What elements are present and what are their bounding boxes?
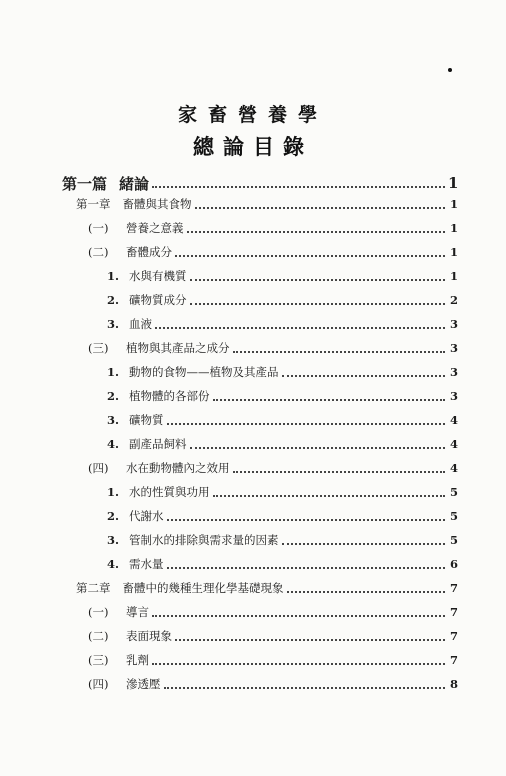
toc-entry-number: 4. [107,437,120,451]
toc-entry-section [88,241,458,263]
dot-leader [213,493,446,497]
toc-entry-item [107,433,458,455]
toc-entry-label: 緒論 [119,174,150,193]
toc-entry-number: 3. [107,413,120,427]
toc-entry-number: (二) [88,629,109,643]
toc-entry-page: 3 [449,341,458,355]
toc-entry-label: 營養之意義 [126,221,184,235]
toc-entry-item [107,385,458,407]
toc-entry-item [107,529,458,551]
toc-entry-label: 水在動物體內之效用 [126,461,230,475]
toc-entry-page: 1 [448,174,459,192]
dot-leader [167,421,446,425]
toc-entry-item [107,481,458,503]
toc-entry-page: 7 [449,629,458,643]
toc-entry-section [88,601,458,623]
toc-entry-section [88,217,458,239]
toc-entry-page: 4 [449,461,458,475]
toc-entry-number: (二) [88,245,109,259]
toc-entry-label: 代謝水 [129,509,164,523]
toc-entry-page: 7 [449,605,458,619]
toc-entry-page: 2 [449,293,458,307]
toc-entry-page: 1 [449,197,458,211]
toc-entry-page: 5 [449,485,458,499]
toc-entry-page: 1 [449,245,458,259]
dot-leader [155,325,445,329]
toc-entry-label: 礦物質 [129,413,164,427]
toc-entry-page: 4 [449,413,458,427]
toc-entry-label: 滲透壓 [126,677,161,691]
toc-entry-item [107,289,458,311]
toc-entry-part-1 [62,172,458,194]
dot-leader [190,277,446,281]
toc-entry-label: 畜體成分 [126,245,172,259]
toc-entry-number: 3. [107,317,120,331]
toc-entry-section [88,649,458,671]
toc-entry-page: 6 [449,557,458,571]
dot-leader [164,685,446,689]
toc-entry-number: 1. [107,485,120,499]
toc-entry-label: 水的性質與功用 [129,485,210,499]
dot-leader [233,469,446,473]
toc-entry-label: 導言 [126,605,149,619]
dot-leader [282,541,446,545]
dot-leader [190,301,446,305]
dot-leader [187,229,446,233]
toc-entry-number: (三) [88,653,109,667]
book-title: 家畜營養學 [177,104,328,126]
dot-leader [282,373,446,377]
toc-entry-label: 血液 [129,317,152,331]
toc-entry-label: 需水量 [129,557,164,571]
dot-leader [195,205,446,209]
toc-entry-page: 3 [449,317,458,331]
toc-entry-page: 7 [449,653,458,667]
toc-entry-section [88,337,458,359]
toc-entry-item [107,265,458,287]
dot-leader [167,565,446,569]
toc-entry-item [107,409,458,431]
toc-entry-number: 3. [107,533,120,547]
dot-leader [213,397,446,401]
toc-entry-label: 礦物質成分 [129,293,187,307]
dot-leader [175,253,445,257]
toc-entry-section [88,673,458,695]
toc-entry-number: (三) [88,341,109,355]
toc-entry-page: 1 [449,269,458,283]
ink-dot [448,68,452,72]
toc-entry-number: (一) [88,605,109,619]
dot-leader [287,589,446,593]
dot-leader [233,349,446,353]
dot-leader [167,517,446,521]
toc-entry-page: 3 [449,365,458,379]
toc-entry-label: 植物體的各部份 [129,389,210,403]
dot-leader [175,637,445,641]
toc-entry-label: 副產品飼料 [129,437,187,451]
dot-leader [190,445,446,449]
toc-entry-section [88,457,458,479]
toc-entry-label: 植物與其產品之成分 [126,341,230,355]
dot-leader [152,613,445,617]
toc-entry-label: 管制水的排除與需求量的因素 [129,533,279,547]
toc-entry-number: 第一章 [76,197,111,211]
toc-entry-page: 7 [449,581,458,595]
toc-entry-page: 3 [449,389,458,403]
toc-entry-chapter-2 [76,577,458,599]
toc-entry-item [107,505,458,527]
toc-entry-number: 1. [107,269,120,283]
toc-entry-number: (四) [88,461,109,475]
toc-entry-number: 第一篇 [62,174,108,193]
toc-entry-number: (一) [88,221,109,235]
toc-entry-number: 2. [107,293,120,307]
toc-entry-page: 5 [449,533,458,547]
toc-entry-page: 8 [449,677,458,691]
toc-entry-number: 2. [107,389,120,403]
toc-entry-label: 表面現象 [126,629,172,643]
toc-entry-number: (四) [88,677,109,691]
toc-entry-label: 動物的食物——植物及其產品 [129,365,279,379]
toc-entry-item [107,361,458,383]
toc-entry-label: 乳劑 [126,653,149,667]
toc-entry-item [107,313,458,335]
dot-leader [152,661,445,665]
toc-title: 總論目錄 [193,134,313,159]
toc-entry-chapter-1 [76,193,458,215]
toc-entry-page: 5 [449,509,458,523]
toc-entry-number: 1. [107,365,120,379]
toc-entry-number: 2. [107,509,120,523]
toc-entry-number: 4. [107,557,120,571]
dot-leader [152,184,445,188]
toc-entry-label: 畜體與其食物 [122,197,192,211]
toc-entry-section [88,625,458,647]
toc-entry-label: 畜體中的幾種生理化學基礎現象 [122,581,284,595]
toc-entry-number: 第二章 [76,581,111,595]
toc-entry-item [107,553,458,575]
toc-entry-page: 4 [449,437,458,451]
toc-entry-label: 水與有機質 [129,269,187,283]
toc-entry-page: 1 [449,221,458,235]
